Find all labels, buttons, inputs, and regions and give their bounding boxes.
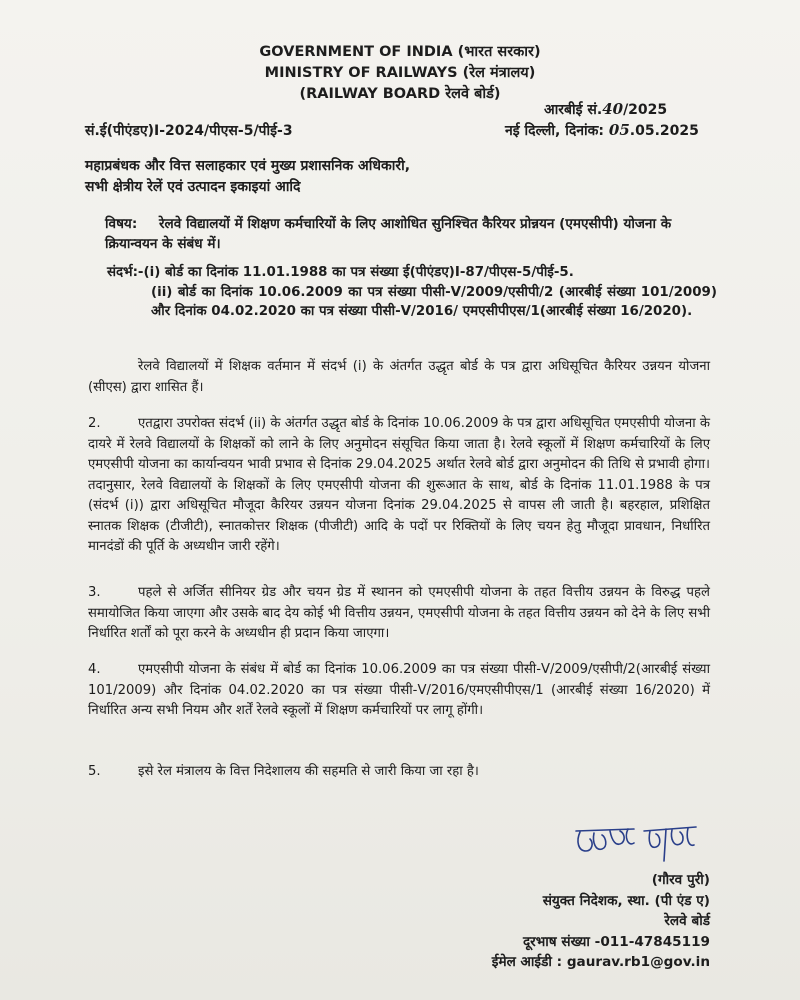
letterhead — [0, 42, 800, 105]
phone-number: 011-47845119 — [600, 933, 710, 950]
signatory-email-line — [470, 952, 710, 973]
subject-label: विषय: — [105, 216, 138, 232]
addressee — [85, 156, 705, 198]
date-prefix: नई दिल्ली, दिनांक: — [505, 123, 605, 139]
issue-date — [505, 121, 699, 140]
paragraph-5 — [88, 762, 710, 783]
date-handwritten-day: 05 — [608, 121, 630, 139]
email-address: gaurav.rb1@gov.in — [566, 954, 710, 970]
paragraph-2-text: एतद्वारा उपरोक्त संदर्भ (ii) के अंतर्गत उद्धृत बोर्ड के दिनांक 10.06.2009 के पत्र द्वारा अधिसूचित एमएसीपी योजना के दायरे में रेलवे विद्यालयों के शिक्षकों को लाने के लिए अनुमोदन संसूचित किया जाता है। रेलवे स्कूलों में शिक्षण कर्मचारियों के लिए एमएसीपी योजना का कार्यान्वयन भावी प्रभाव से दिनांक 29.04.2025 अर्थात रेलवे बोर्ड द्वारा अनुमोदन की तिथि से प्रभावी होगा। तदानुसार, रेलवे विद्यालयों के शिक्षकों के लिए एमएसीपी योजना की शुरूआत के साथ, बोर्ड के दिनांक 11.01.1988 के पत्र (संदर्भ (i)) द्वारा अधिसूचित मौजूदा कैरियर उन्नयन योजना दिनांक 29.04.2025 से वापस ली जाती है। बहरहाल, प्रशिक्षित स्नातक शिक्षक (टीजीटी), स्नातकोत्तर शिक्षक (पीजीटी) आदि के पदों पर रिक्तियों के लिए चयन हेतु मौजूदा प्रावधान, निर्धारित मानदंडों की पूर्ति के अध्यधीन जारी रहेंगे। — [88, 416, 710, 554]
reference-2: (ii) बोर्ड का दिनांक 10.06.2009 का पत्र संख्या पीसी-V/2009/एसीपी/2 (आरबीई संख्या 101/2009) और दिनांक 04.02.2020 का पत्र संख्या पीसी-V/2016/ एमएसीपीएस/1(आरबीई संख्या 16/2020). — [151, 284, 717, 319]
paragraph-4-text: एमएसीपी योजना के संबंध में बोर्ड का दिनांक 10.06.2009 का पत्र संख्या पीसी-V/2009/एसीपी/2(आरबीई संख्या 101/2009) और दिनांक 04.02.2020 का पत्र संख्या पीसी-V/2016/एमएसीपीएस/1 (आरबीई संख्या 16/2020) में निर्धारित अन्य सभी नियम और शर्तें रेलवे स्कूलों में शिक्षण कर्मचारियों पर लागू होंगी। — [88, 662, 710, 718]
signatory-phone-line — [470, 932, 710, 953]
rbe-suffix: /2025 — [623, 102, 668, 118]
signature-block — [470, 870, 710, 973]
handwritten-signature — [572, 817, 702, 867]
signatory-name: (गौरव पुरी) — [651, 872, 710, 888]
paragraph-intro: रेलवे विद्यालयों में शिक्षक वर्तमान में संदर्भ (i) के अंतर्गत उद्धृत बोर्ड के पत्र द्वारा अधिसूचित कैरियर उन्नयन योजना (सीएस) द्वारा शासित हैं। — [88, 359, 710, 395]
references — [107, 263, 717, 322]
paragraph-3 — [88, 583, 710, 645]
signatory-designation: संयुक्त निदेशक, स्था. (पी एंड ए) — [542, 892, 710, 909]
phone-label: दूरभाष संख्या - — [522, 933, 601, 950]
paragraph-2 — [88, 414, 710, 558]
email-label: ईमेल आईडी : — [491, 954, 563, 970]
subject-text: रेलवे विद्यालयों में शिक्षण कर्मचारियों के लिए आशोधित सुनिश्चित कैरियर प्रोन्नयन (एमएसीपी) योजना के क्रियान्वयन के संबंध में। — [105, 216, 672, 252]
rbe-handwritten-number: 40 — [602, 100, 624, 118]
paragraph-5-number: 5. — [88, 764, 101, 779]
references-label: संदर्भ:- — [107, 265, 144, 280]
reference-1: (i) बोर्ड का दिनांक 11.01.1988 का पत्र संख्या ई(पीएंडए)I-87/पीएस-5/पीई-5. — [143, 265, 574, 280]
paragraph-2-number: 2. — [88, 416, 101, 431]
letterhead-government: GOVERNMENT OF INDIA (भारत सरकार) — [259, 44, 541, 60]
date-suffix: .05.2025 — [629, 123, 699, 139]
paragraph-5-text: इसे रेल मंत्रालय के वित्त निदेशालय की सहमति से जारी किया जा रहा है। — [138, 764, 479, 779]
letterhead-board: (RAILWAY BOARD रेलवे बोर्ड) — [299, 86, 501, 102]
rbe-number — [544, 100, 667, 119]
signatory-office: रेलवे बोर्ड — [664, 913, 710, 929]
addressee-line-2: सभी क्षेत्रीय रेलें एवं उत्पादन इकाइयां आदि — [85, 179, 301, 195]
letterhead-ministry: MINISTRY OF RAILWAYS (रेल मंत्रालय) — [264, 65, 536, 81]
addressee-line-1: महाप्रबंधक और वित्त सलाहकार एवं मुख्य प्रशासनिक अधिकारी, — [85, 158, 411, 174]
rbe-prefix: आरबीई सं. — [544, 102, 603, 118]
paragraph-3-text: पहले से अर्जित सीनियर ग्रेड और चयन ग्रेड में स्थानन को एमएसीपी योजना के तहत वित्तीय उन्नयन के विरुद्ध पहले समायोजित किया जाएगा और उसके बाद देय कोई भी वित्तीय उन्नयन, एमएसीपी योजना के तहत वित्तीय उन्नयन को देने के लिए सभी निर्धारित शर्तों को पूरा करने के अध्यधीन ही प्रदान किया जाएगा। — [88, 585, 710, 641]
paragraph-4 — [88, 660, 710, 722]
paragraph-3-number: 3. — [88, 585, 101, 600]
subject — [105, 214, 715, 254]
paragraph-4-number: 4. — [88, 662, 101, 677]
file-number: सं.ई(पीएंडए)I-2024/पीएस-5/पीई-3 — [85, 123, 293, 139]
